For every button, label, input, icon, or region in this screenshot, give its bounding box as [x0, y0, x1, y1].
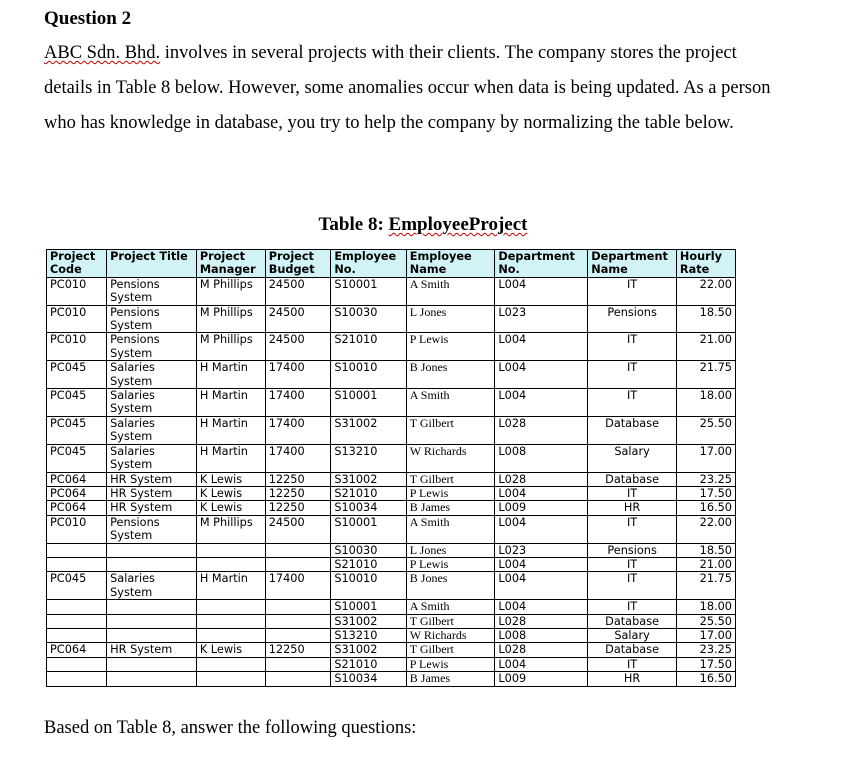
table-row: [47, 277, 736, 305]
cell-name: T Gilbert: [406, 472, 495, 486]
cell-dno: L028: [495, 643, 588, 657]
cell-name: P Lewis: [406, 333, 495, 361]
cell-title: [107, 614, 197, 628]
cell-title: Salaries System: [107, 572, 197, 600]
table-row: [47, 628, 736, 642]
cell-manager: M Phillips: [196, 305, 265, 333]
cell-manager: K Lewis: [196, 472, 265, 486]
cell-budget: 12250: [265, 501, 331, 515]
cell-emp: S13210: [331, 628, 406, 642]
table-row: [47, 672, 736, 686]
cell-manager: [196, 672, 265, 686]
table-row: [47, 515, 736, 543]
cell-rate: 21.00: [676, 333, 735, 361]
cell-name: B James: [406, 672, 495, 686]
cell-name: L Jones: [406, 543, 495, 557]
cell-rate: 18.00: [676, 389, 735, 417]
header-project-budget: Project Budget: [265, 250, 331, 278]
cell-dno: L004: [495, 557, 588, 571]
table-row: [47, 543, 736, 557]
cell-manager: [196, 600, 265, 614]
cell-code: [47, 628, 107, 642]
cell-name: L Jones: [406, 305, 495, 333]
cell-emp: S31002: [331, 472, 406, 486]
cell-code: [47, 543, 107, 557]
cell-dname: IT: [588, 389, 677, 417]
table-row: [47, 486, 736, 500]
cell-emp: S31002: [331, 643, 406, 657]
cell-code: PC064: [47, 643, 107, 657]
cell-rate: 21.75: [676, 361, 735, 389]
table-row: [47, 614, 736, 628]
cell-budget: 12250: [265, 486, 331, 500]
cell-rate: 21.75: [676, 572, 735, 600]
cell-dno: L004: [495, 657, 588, 671]
cell-budget: 24500: [265, 515, 331, 543]
table-row: [47, 472, 736, 486]
cell-code: PC064: [47, 472, 107, 486]
cell-budget: 24500: [265, 277, 331, 305]
cell-budget: 17400: [265, 361, 331, 389]
cell-title: Pensions System: [107, 333, 197, 361]
cell-name: A Smith: [406, 277, 495, 305]
cell-title: [107, 600, 197, 614]
cell-rate: 22.00: [676, 515, 735, 543]
cell-rate: 17.00: [676, 444, 735, 472]
cell-dname: IT: [588, 657, 677, 671]
cell-rate: 17.00: [676, 628, 735, 642]
cell-code: PC010: [47, 333, 107, 361]
cell-emp: S10001: [331, 389, 406, 417]
cell-dno: L004: [495, 600, 588, 614]
cell-dno: L028: [495, 614, 588, 628]
table-caption-name: EmployeeProject: [388, 214, 528, 235]
intro-paragraph: [44, 36, 774, 140]
table-row: [47, 416, 736, 444]
cell-dname: HR: [588, 501, 677, 515]
cell-rate: 25.50: [676, 614, 735, 628]
cell-code: [47, 672, 107, 686]
cell-dno: L028: [495, 472, 588, 486]
cell-name: B James: [406, 501, 495, 515]
cell-code: [47, 600, 107, 614]
cell-dname: Pensions: [588, 305, 677, 333]
cell-title: HR System: [107, 486, 197, 500]
table-row: [47, 557, 736, 571]
cell-title: HR System: [107, 501, 197, 515]
cell-dno: L028: [495, 416, 588, 444]
cell-manager: H Martin: [196, 361, 265, 389]
cell-title: Pensions System: [107, 277, 197, 305]
cell-dname: IT: [588, 361, 677, 389]
header-employee-name: Employee Name: [406, 250, 495, 278]
cell-title: Salaries System: [107, 361, 197, 389]
table-header-row: [47, 250, 736, 278]
cell-dname: IT: [588, 557, 677, 571]
header-project-code: Project Code: [47, 250, 107, 278]
cell-emp: S21010: [331, 486, 406, 500]
cell-dname: Pensions: [588, 543, 677, 557]
cell-budget: 24500: [265, 305, 331, 333]
cell-code: [47, 614, 107, 628]
header-project-manager: Project Manager: [196, 250, 265, 278]
cell-code: PC064: [47, 501, 107, 515]
table-caption: [0, 214, 846, 236]
cell-dname: Salary: [588, 628, 677, 642]
cell-manager: K Lewis: [196, 643, 265, 657]
question-heading: Question 2: [44, 8, 132, 29]
cell-dname: Database: [588, 472, 677, 486]
table-row: [47, 501, 736, 515]
cell-emp: S13210: [331, 444, 406, 472]
table-row: [47, 305, 736, 333]
cell-dname: IT: [588, 572, 677, 600]
cell-manager: M Phillips: [196, 277, 265, 305]
cell-manager: H Martin: [196, 572, 265, 600]
cell-emp: S21010: [331, 557, 406, 571]
intro-text: involves in several projects with their clients. The company stores the project details in Table 8 below. However, some anomalies occur when data is being updated. As a person who has knowledge in database, you try to help the company by normalizing the table below.: [44, 43, 771, 133]
cell-budget: 17400: [265, 416, 331, 444]
cell-rate: 22.00: [676, 277, 735, 305]
cell-dno: L009: [495, 672, 588, 686]
cell-rate: 16.50: [676, 501, 735, 515]
cell-emp: S10030: [331, 543, 406, 557]
cell-name: T Gilbert: [406, 614, 495, 628]
cell-budget: [265, 614, 331, 628]
cell-name: P Lewis: [406, 557, 495, 571]
cell-code: PC045: [47, 416, 107, 444]
cell-budget: [265, 657, 331, 671]
cell-rate: 25.50: [676, 416, 735, 444]
cell-code: PC064: [47, 486, 107, 500]
cell-dname: Database: [588, 643, 677, 657]
cell-name: T Gilbert: [406, 416, 495, 444]
cell-dname: IT: [588, 486, 677, 500]
cell-name: W Richards: [406, 444, 495, 472]
cell-dname: Database: [588, 416, 677, 444]
cell-emp: S10001: [331, 515, 406, 543]
cell-manager: H Martin: [196, 416, 265, 444]
cell-budget: 12250: [265, 472, 331, 486]
cell-manager: H Martin: [196, 444, 265, 472]
cell-title: Salaries System: [107, 389, 197, 417]
table-row: [47, 361, 736, 389]
cell-name: P Lewis: [406, 486, 495, 500]
cell-budget: [265, 557, 331, 571]
table-caption-prefix: Table 8:: [318, 214, 389, 235]
cell-dno: L004: [495, 361, 588, 389]
cell-dno: L009: [495, 501, 588, 515]
cell-name: A Smith: [406, 600, 495, 614]
cell-emp: S10001: [331, 600, 406, 614]
cell-manager: [196, 628, 265, 642]
cell-manager: [196, 557, 265, 571]
cell-name: T Gilbert: [406, 643, 495, 657]
cell-title: Pensions System: [107, 515, 197, 543]
cell-dname: Database: [588, 614, 677, 628]
cell-dno: L004: [495, 572, 588, 600]
cell-name: A Smith: [406, 515, 495, 543]
header-hourly-rate: Hourly Rate: [676, 250, 735, 278]
cell-title: [107, 657, 197, 671]
cell-dno: L004: [495, 333, 588, 361]
cell-title: HR System: [107, 472, 197, 486]
cell-rate: 18.50: [676, 543, 735, 557]
company-name: ABC Sdn. Bhd.: [44, 43, 161, 63]
header-department-name: Department Name: [588, 250, 677, 278]
cell-dname: IT: [588, 333, 677, 361]
cell-dno: L004: [495, 486, 588, 500]
cell-name: W Richards: [406, 628, 495, 642]
cell-manager: K Lewis: [196, 501, 265, 515]
cell-emp: S10030: [331, 305, 406, 333]
cell-dno: L004: [495, 515, 588, 543]
cell-emp: S21010: [331, 333, 406, 361]
cell-title: Pensions System: [107, 305, 197, 333]
table-row: [47, 657, 736, 671]
cell-code: PC045: [47, 444, 107, 472]
cell-dno: L023: [495, 305, 588, 333]
cell-rate: 23.25: [676, 472, 735, 486]
header-project-title: Project Title: [107, 250, 197, 278]
cell-manager: M Phillips: [196, 515, 265, 543]
table-row: [47, 333, 736, 361]
cell-rate: 21.00: [676, 557, 735, 571]
cell-budget: 17400: [265, 389, 331, 417]
header-employee-no: Employee No.: [331, 250, 406, 278]
cell-dno: L008: [495, 444, 588, 472]
cell-emp: S10010: [331, 361, 406, 389]
cell-budget: 12250: [265, 643, 331, 657]
cell-dno: L008: [495, 628, 588, 642]
cell-emp: S10001: [331, 277, 406, 305]
cell-budget: [265, 672, 331, 686]
cell-code: PC010: [47, 277, 107, 305]
cell-code: PC010: [47, 515, 107, 543]
cell-budget: 24500: [265, 333, 331, 361]
cell-rate: 18.50: [676, 305, 735, 333]
cell-budget: [265, 628, 331, 642]
footer-text: Based on Table 8, answer the following questions:: [44, 718, 417, 738]
cell-rate: 17.50: [676, 486, 735, 500]
cell-code: [47, 557, 107, 571]
cell-manager: H Martin: [196, 389, 265, 417]
table-row: [47, 444, 736, 472]
cell-code: [47, 657, 107, 671]
cell-manager: [196, 614, 265, 628]
cell-title: HR System: [107, 643, 197, 657]
cell-budget: 17400: [265, 572, 331, 600]
cell-dno: L004: [495, 389, 588, 417]
cell-title: [107, 672, 197, 686]
cell-manager: [196, 543, 265, 557]
table-row: [47, 643, 736, 657]
cell-name: A Smith: [406, 389, 495, 417]
table-row: [47, 572, 736, 600]
cell-rate: 16.50: [676, 672, 735, 686]
cell-title: [107, 557, 197, 571]
cell-budget: [265, 600, 331, 614]
cell-dname: Salary: [588, 444, 677, 472]
cell-budget: [265, 543, 331, 557]
cell-rate: 17.50: [676, 657, 735, 671]
cell-title: Salaries System: [107, 416, 197, 444]
cell-emp: S31002: [331, 416, 406, 444]
employee-project-table: [46, 249, 736, 687]
cell-name: P Lewis: [406, 657, 495, 671]
cell-dno: L004: [495, 277, 588, 305]
table-row: [47, 389, 736, 417]
table-row: [47, 600, 736, 614]
header-department-no: Department No.: [495, 250, 588, 278]
cell-code: PC045: [47, 361, 107, 389]
cell-code: PC045: [47, 389, 107, 417]
cell-manager: M Phillips: [196, 333, 265, 361]
cell-budget: 17400: [265, 444, 331, 472]
cell-name: B Jones: [406, 572, 495, 600]
cell-emp: S31002: [331, 614, 406, 628]
cell-dno: L023: [495, 543, 588, 557]
cell-title: [107, 543, 197, 557]
cell-manager: K Lewis: [196, 486, 265, 500]
cell-dname: HR: [588, 672, 677, 686]
cell-title: [107, 628, 197, 642]
cell-emp: S21010: [331, 657, 406, 671]
cell-dname: IT: [588, 277, 677, 305]
cell-name: B Jones: [406, 361, 495, 389]
cell-code: PC010: [47, 305, 107, 333]
cell-rate: 23.25: [676, 643, 735, 657]
cell-code: PC045: [47, 572, 107, 600]
cell-manager: [196, 657, 265, 671]
cell-emp: S10034: [331, 672, 406, 686]
cell-dname: IT: [588, 515, 677, 543]
cell-emp: S10010: [331, 572, 406, 600]
cell-dname: IT: [588, 600, 677, 614]
cell-emp: S10034: [331, 501, 406, 515]
cell-rate: 18.00: [676, 600, 735, 614]
cell-title: Salaries System: [107, 444, 197, 472]
